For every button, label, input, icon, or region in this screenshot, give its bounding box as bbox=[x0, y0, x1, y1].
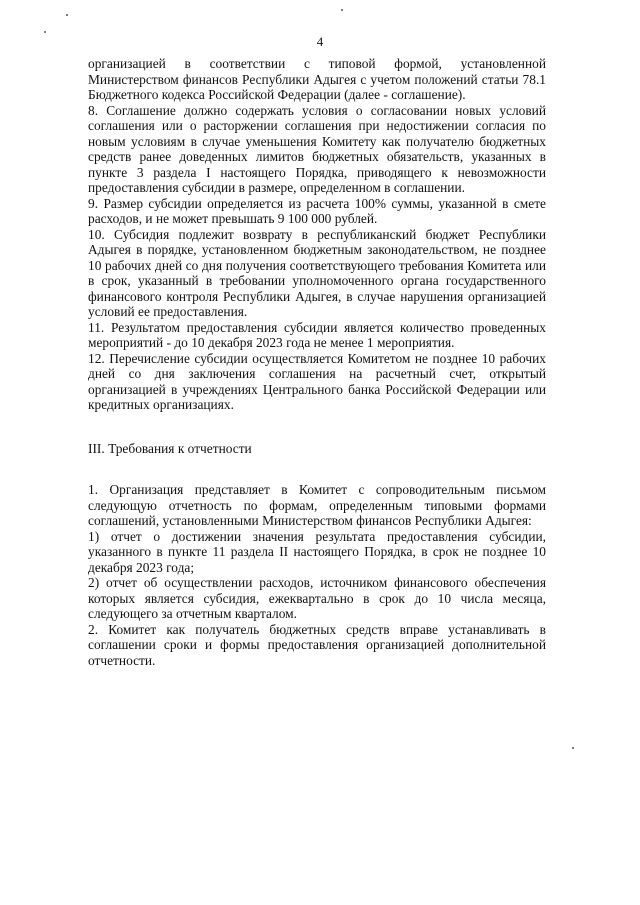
scan-speck bbox=[44, 31, 46, 33]
scan-speck bbox=[66, 14, 68, 16]
paragraph-item-9: 9. Размер субсидии определяется из расчета 100% суммы, указанной в смете расходов, и не может превышать 9 100 000 рублей. bbox=[88, 195, 546, 226]
section-heading bbox=[88, 441, 546, 457]
paragraph-agreement-form: организацией в соответствии с типовой формой, установленной Министерством финансов Республики Адыгея с учетом положений статьи 78.1 Бюджетного кодекса Российской Федерации (далее - соглашение). bbox=[88, 56, 546, 102]
paragraph-item-10: 10. Субсидия подлежит возврату в республиканский бюджет Республики Адыгея в порядке, установленном бюджетным законодательством, не позднее 10 рабочих дней со дня получения соответствующего требования Комитета или в срок, указанный в требовании уполномоченного органа государственного финансового контроля Республики Адыгея, в случае нарушения организацией условий ее предоставления. bbox=[88, 226, 546, 319]
paragraph-req-2: 2. Комитет как получатель бюджетных средств вправе устанавливать в соглашении сроки и формы предоставления организацией дополнительной отчетности. bbox=[88, 621, 546, 668]
paragraph-req-1-1: 1) отчет о достижении значения результата предоставления субсидии, указанного в пункте 11 раздела II настоящего Порядка, в срок не позднее 10 декабря 2023 года; bbox=[88, 528, 546, 575]
section-heading-text: III. Требования к отчетности bbox=[88, 441, 252, 456]
page-number: 4 bbox=[316, 34, 324, 49]
scan-speck bbox=[341, 9, 343, 11]
intro-section bbox=[88, 56, 546, 413]
paragraph-item-12: 12. Перечисление субсидии осуществляется Комитетом не позднее 10 рабочих дней со дня заключения соглашения на расчетный счет, открытый организацией в учреждениях Центрального банка Российской Федерации или кредитных организациях. bbox=[88, 350, 546, 412]
paragraph-item-8: 8. Соглашение должно содержать условия о согласовании новых условий соглашения или о расторжении соглашения при недостижении согласия по новым условиям в случае уменьшения Комитету как получателю бюджетных средств ранее доведенных лимитов бюджетных обязательств, указанных в пункте 3 раздела I настоящего Порядка, приводящего к невозможности предоставления субсидии в размере, определенном в соглашении. bbox=[88, 102, 546, 195]
paragraph-req-1-2: 2) отчет об осуществлении расходов, источником финансового обеспечения которых является субсидия, ежеквартально в срок до 10 числа месяца, следующего за отчетным кварталом. bbox=[88, 575, 546, 621]
scan-speck bbox=[572, 747, 574, 749]
paragraph-item-11: 11. Результатом предоставления субсидии является количество проведенных мероприятий - до 10 декабря 2023 года не менее 1 мероприятия. bbox=[88, 319, 546, 350]
requirements-section bbox=[88, 482, 546, 668]
paragraph-req-1: 1. Организация представляет в Комитет с сопроводительным письмом следующую отчетность по формам, определенным типовыми формами соглашений, установленными Министерством финансов Республики Адыгея: bbox=[88, 482, 546, 528]
